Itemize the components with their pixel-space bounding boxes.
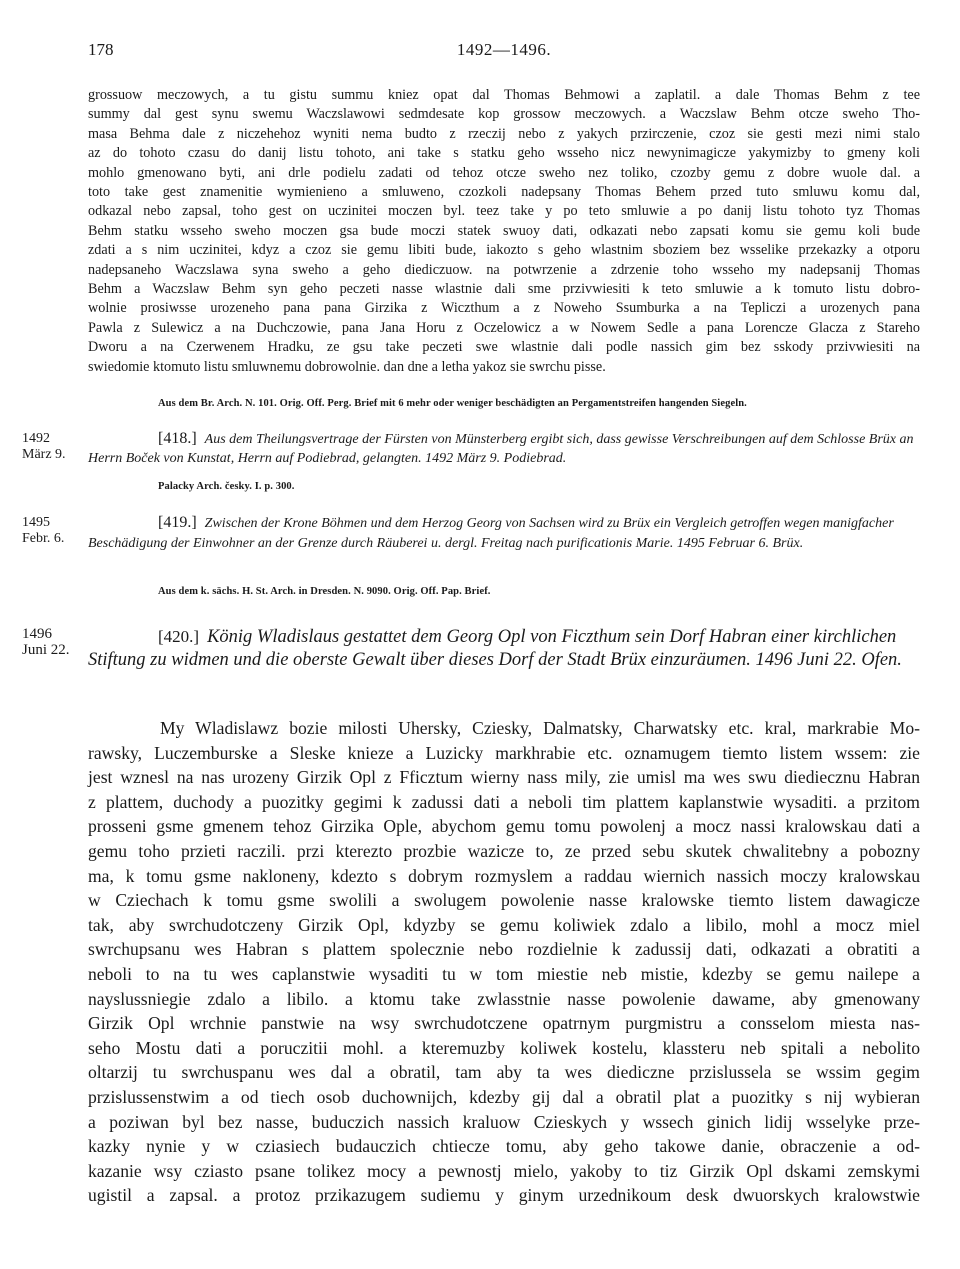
text-line: Dworu a na Czerwenem Hradku, ze gsu take peczeti swe wlastnie dali podle nassich gim bez sskody przivwiesiti na <box>88 339 920 356</box>
text-line: ma, k tomu gsme nakloneny, kdezto s dobrym rozmyslem a raddau wiernich nassich moczy kralowskau <box>88 865 920 886</box>
text-line: Girzik Opl wrchnie panstwie na wsy swrchudotczene opatrnym purgmistru a consselom miesta nas- <box>88 1013 920 1034</box>
text-line: w Cziechach k tomu gsme swolili a swolugem powolenie nasse kralowske tiemto listem dawagicze <box>88 890 920 911</box>
text-line: masa Behma dale z niczehehoz wyniti nema budto z rzeczij nebo z yakych przirczenie, czoz sie gesti mezi nimi stalo <box>88 125 920 142</box>
text-line: Behm a Waczslaw Behm syn geho peczeti nasse wlastnie dali sme przivwiesiti k teto smluwie a k tomuto listu dobro- <box>88 281 920 298</box>
margin-date-418: 1492 März 9. <box>22 431 66 462</box>
continuation-text-doc-417 <box>88 86 920 377</box>
text-line: az do tohoto czasu do danij listu tohoto, ani take s statku geho wsseho nicz newynimagicze yakymizby to gmeny koli <box>88 145 920 162</box>
source-note-419: Aus dem k. sächs. H. St. Arch. in Dresden. N. 9090. Orig. Off. Pap. Brief. <box>158 586 491 597</box>
text-line: kazanie wsy cziasto psane tolikez mocy a pewnostj mielo, yakoby to tiz Girzik Opl dskami zemskymi <box>88 1160 920 1181</box>
text-line: nadepsaneho Waczslawa syna sweho a geho diediczuow. na potwrzenie a zdrzenie toho wsseho my nadepsanij Thomas <box>88 261 920 278</box>
document-number-419: [419.] <box>158 514 197 531</box>
text-line: ugistil a zapsal. a protoz przikazugem sudiemu y ginym urzednikoum desk dwuorskych kralowstwie <box>88 1185 920 1206</box>
regest-418 <box>88 429 920 468</box>
text-line: odkazal nebo zapsal, toho gest on uczinitei moczen byl. teez take y po teto smluwie a po danij listu tohoto tyz Thomas <box>88 203 920 220</box>
text-line: kazky nynie y w cziasiech budauczich chtiecze tomu, aby geho takowe danie, obraczenie a od- <box>88 1136 920 1157</box>
text-line: summy dal gest synu swemu Waczslawowi sedmdesate kop grossow meczowych. a Waczslaw Behm otcze sweho Tho- <box>88 106 920 123</box>
source-note-418: Palacky Arch. česky. I. p. 300. <box>158 481 295 492</box>
text-line: wolnie prosiwsse urozeneho pana pana Girzika z Wiczthum a z Noweho Ssumburka a na Tepliczi a urozenych pana <box>88 300 920 317</box>
text-line: tak, aby swrchudotczeny Girzik Opl, kdyzby se gemu koliwiek zdalo a libilo, mohl a mocz miel <box>88 914 920 935</box>
page-number: 178 <box>88 40 114 59</box>
regest-text-418: Aus dem Theilungsvertrage der Fürsten von Münsterberg ergibt sich, dass gewisse Verschreibungen auf dem Schlosse Brüx an Herrn Boček von Kunstat, Herrn auf Podiebrad, gelangten. 1492 März 9. Podiebrad. <box>88 432 914 466</box>
text-line: a poziwan byl bez nasse, buduczich nassich kraluow Czieskych y wssech ginich lidij wsselyke prze- <box>88 1111 920 1132</box>
margin-date-420: 1496 Juni 22. <box>22 626 70 658</box>
text-line: zdati a s nim uczinitei, kdyz a czoz sie gemu libiti bude, iakozto s geho wlastnim sboziem bez wsselike przekazky a otporu <box>88 242 920 259</box>
regest-text-420: König Wladislaus gestattet dem Georg Opl von Ficzthum sein Dorf Habran einer kirchlichen Stiftung zu widmen und die oberste Gewalt über dieses Dorf der Stadt Brüx einzuräumen. 1496 Juni 22. Ofen. <box>88 627 902 670</box>
text-line: Behm statku wsseho sweho moczen gsa bude moczi statek swuoy dati, odkazati nebo zapsati komu sie gemu koli bude <box>88 222 920 239</box>
text-line: seho Mostu dati a poruczitii mohl. a kteremuzby koliwek kostelu, klassteru neb spitali a nebolito <box>88 1037 920 1058</box>
text-line: gemu toho przieti raczili. przi kterezto prozbie wazicze to, ze przed sebu skutek chwalitebny a pobozny <box>88 840 920 861</box>
text-line: oltarzij tu swrchuspanu wes dal a obratil, tam aby ta wes diediczne przislussela se wssim gegim <box>88 1062 920 1083</box>
text-line: toto take gest znamenitie wymienieno a smluweno, czozkoli nadepsany Thomas Behem przed tuto smluwu komu dal, <box>88 184 920 201</box>
source-note-417: Aus dem Br. Arch. N. 101. Orig. Off. Perg. Brief mit 6 mehr oder weniger beschädigten an Pergamentstreifen hangenden Siegeln. <box>158 398 747 409</box>
text-line: neboli to na tu wes caplanstwie wysaditi tu w tom miestie neb mistie, kdezby se gemu nailepe a <box>88 963 920 984</box>
text-line: mohlo gmenowano byti, ani drle podielu zadati od tehoz otcze sweho nez toliko, czozby gemu z dobre wuole dal. a <box>88 164 920 181</box>
text-line: nayslussniegie zdalo a libilo. a ktomu take zwlasstnie nasse powolenie dawame, aby gmenowany <box>88 988 920 1009</box>
margin-date-419: 1495 Febr. 6. <box>22 515 65 546</box>
header-years: 1492—1496. <box>456 40 552 59</box>
regest-419 <box>88 513 920 553</box>
text-line: grossuow meczowych, a tu gistu summu kniez opat dal Thomas Behmowi a zaplatil. a dale Thomas Behm z tee <box>88 87 920 103</box>
text-line: z plattem, duchody a puozitky gegimi k zadussi dati a neboli tim plattem kaplanstwie wysaditi. a przitom <box>88 791 920 812</box>
regest-420 <box>88 625 920 672</box>
text-line: swiedomie ktomuto listu smluwnemu dobrowolnie. dan dne a letha yakoz sie swrchu pisse. <box>88 358 606 375</box>
text-line: Pawla z Sulewicz a na Duchczowie, pana Jana Horu z Oczelowicz a w Nowem Sedle a pana Lorencze Glacza z Stareho <box>88 319 920 336</box>
text-line: jest wznesl na nas urozeny Girzik Opl z Fficztum wierny nass mily, zie umisl ma wes swu diediecznu Habran <box>88 767 920 788</box>
charter-text-420 <box>88 716 920 1208</box>
document-number-418: [418.] <box>158 430 197 447</box>
text-line: rawsky, Luczemburske a Sleske knieze a Luzicky markhrabie etc. oznamugem tiemto listem wssem: zie <box>88 742 920 763</box>
running-header <box>88 40 920 64</box>
text-line: swrchupsanu wes Habran s plattem spolecznie nebo rozdielnie k zadussij dati, odkazati a obratiti a <box>88 939 920 960</box>
text-line: prosseni gsme gmenem tehoz Girzika Ople, abychom gemu tomu powolenj a mocz nassi kralowskau dati a <box>88 816 920 837</box>
text-line: przislussenstwim a od tiech osob duchownijch, kdezby gij dal a obratil plat a puozitky s nij wybieran <box>88 1086 920 1107</box>
regest-text-419: Zwischen der Krone Böhmen und dem Herzog Georg von Sachsen wird zu Brüx ein Vergleich getroffen wegen manigfacher Beschädigung der Einwohner an der Grenze durch Räuberei u. dergl. Freitag nach purificationis Marie. 1495 Februar 6. Brüx. <box>88 516 894 551</box>
document-number-420: [420.] <box>158 627 200 646</box>
text-line: My Wladislawz bozie milosti Uhersky, Cziesky, Dalmatsky, Charwatsky etc. kral, markrabie Mo- <box>160 718 920 738</box>
